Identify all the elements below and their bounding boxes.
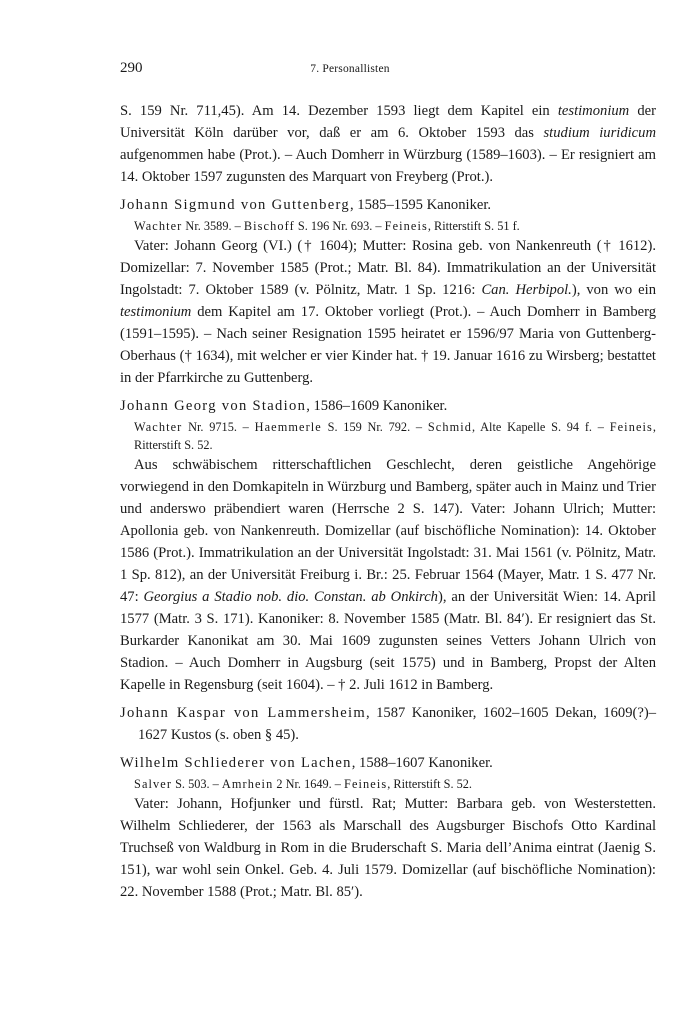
entry-name: Johann Sigmund von Guttenberg bbox=[120, 197, 350, 213]
entry-heading: Wilhelm Schliederer von Lachen, 1588–1607 Kanoniker. bbox=[120, 755, 493, 771]
running-title: 7. Personallisten bbox=[310, 63, 390, 75]
continuation-paragraph: S. 159 Nr. 711,45). Am 14. Dezember 1593 liegt dem Kapitel ein testimonium der Universität Köln darüber vor, daß er am 6. Oktober 1593 das studium iuridicum aufgenommen habe (Prot.). – Auch Domherr in Würzburg (1589–1603). – Er resigniert am 14. Oktober 1597 zugunsten des Marquart von Freyberg (Prot.). bbox=[120, 103, 656, 185]
entry-text: Vater: Johann Georg (VI.) († 1604); Mutter: Rosina geb. von Nankenreuth († 1612). Domizellar: 7. November 1585 (Prot.; Matr. Bl. 84). Immatrikulation an der Universität Ingolstadt: 7. Oktober 1589 (v. Pölnitz, Matr. 1 Sp. 1216: Can. Herbipol.), von wo ein testimonium dem Kapitel am 17. Oktober vorliegt (Prot.). – Auch Domherr in Bamberg (1591–1595). – Nach seiner Resignation 1595 heiratet er 1596/97 Maria von Guttenberg-Oberhaus († 1634), mit welcher er vier Kinder hat. † 19. Januar 1616 zu Wirsberg; bestattet in der Pfarrkirche zu Guttenberg. bbox=[120, 238, 657, 386]
entry-name: Johann Kaspar von Lammersheim bbox=[120, 705, 366, 721]
entry-references: Wachter Nr. 3589. – Bischoff S. 196 Nr. 693. – Feineis, Ritterstift S. 51 f. bbox=[134, 219, 520, 233]
entry-name: Wilhelm Schliederer von Lachen bbox=[120, 755, 352, 771]
entry-guttenberg bbox=[120, 194, 656, 389]
entry-lammersheim bbox=[120, 702, 656, 746]
entry-references: Wachter Nr. 9715. – Haemmerle S. 159 Nr. 792. – Schmid, Alte Kapelle S. 94 f. – Feineis, Ritterstift S. 52. bbox=[134, 420, 656, 452]
entry-text: Vater: Johann, Hofjunker und fürstl. Rat; Mutter: Barbara geb. von Westerstetten. Wilhelm Schliederer, der 1563 als Marschall des Augsburger Bischofs Otto Kardinal Truchseß von Waldburg in Rom in die Bruderschaft S. Maria dell’Anima eintrat (Jaenig S. 151), war wohl sein Onkel. Geb. 4. Juli 1579. Domizellar (auf bischöfliche Nomination): 22. November 1588 (Prot.; Matr. Bl. 85′). bbox=[120, 796, 656, 900]
entry-stadion bbox=[120, 395, 656, 696]
entry-references: Salver S. 503. – Amrhein 2 Nr. 1649. – Feineis, Ritterstift S. 52. bbox=[134, 777, 472, 791]
page-number: 290 bbox=[120, 60, 143, 76]
entry-heading: Johann Kaspar von Lammersheim, 1587 Kanoniker, 1602–1605 Dekan, 1609(?)–1627 Kustos (s. oben § 45). bbox=[120, 705, 656, 743]
entry-heading: Johann Georg von Stadion, 1586–1609 Kanoniker. bbox=[120, 398, 448, 414]
page-body bbox=[120, 100, 656, 903]
entry-heading: Johann Sigmund von Guttenberg, 1585–1595 Kanoniker. bbox=[120, 197, 492, 213]
entry-text: Aus schwäbischem ritterschaftlichen Geschlecht, deren geistliche Angehörige vorwiegend in den Domkapiteln in Würzburg und Bamberg, später auch in Mainz und Trier und anderswo präbendiert waren (Herrsche 2 S. 147). Vater: Johann Ulrich; Mutter: Apollonia geb. von Nankenreuth. Domizellar (auf bischöfliche Nomination): 14. Oktober 1586 (Prot.). Immatrikulation an der Universität Ingolstadt: 31. Mai 1561 (v. Pölnitz, Matr. 1 Sp. 812), an der Universität Freiburg i. Br.: 25. Februar 1564 (Mayer, Matr. 1 S. 477 Nr. 47: Georgius a Stadio nob. dio. Constan. ab Onkirch), an der Universität Wien: 14. April 1577 (Matr. 3 S. 171). Kanoniker: 8. November 1585 (Matr. Bl. 84′). Er resigniert das St. Burkarder Kanonikat am 30. Mai 1609 zugunsten seines Vetters Johann Ulrich von Stadion. – Auch Domherr in Augsburg (seit 1575) und in Bamberg, Propst der Alten Kapelle in Regensburg (seit 1604). – † 2. Juli 1612 in Bamberg. bbox=[120, 457, 656, 693]
entry-schliederer bbox=[120, 752, 656, 903]
entry-name: Johann Georg von Stadion bbox=[120, 398, 307, 414]
